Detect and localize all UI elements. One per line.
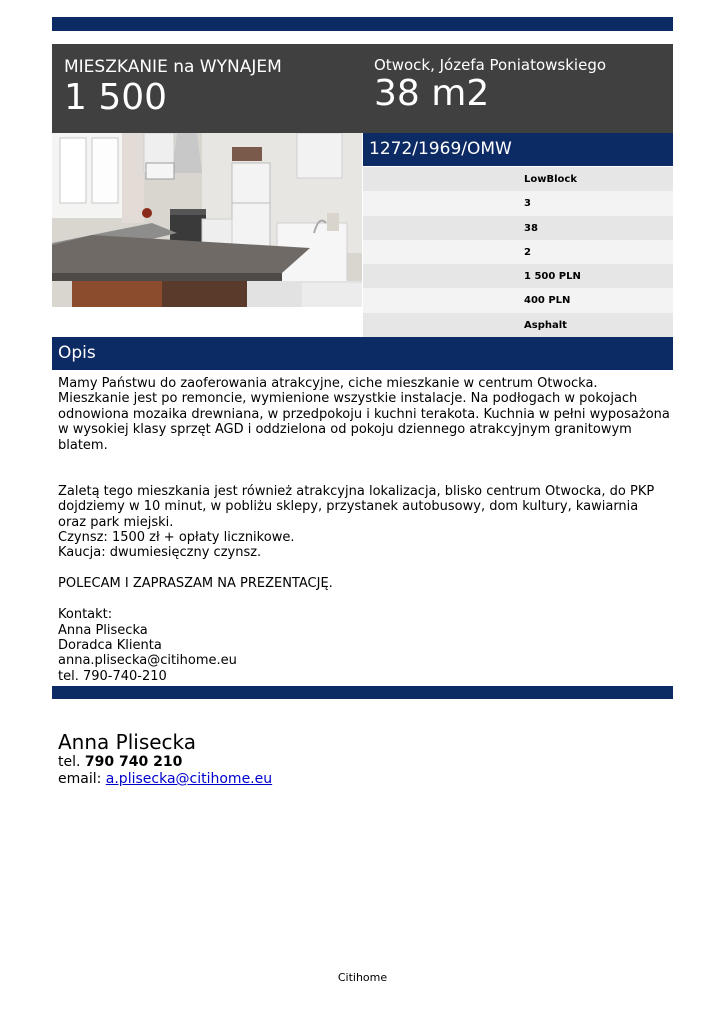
listing-params-table [363, 167, 673, 337]
agent-contact [58, 730, 272, 788]
param-row [363, 313, 673, 337]
param-value: 400 PLN [524, 295, 571, 307]
param-row [363, 264, 673, 288]
param-row [363, 288, 673, 312]
agent-email-label: email: [58, 771, 102, 787]
param-value: 2 [524, 246, 531, 258]
agent-phone-line [58, 754, 272, 771]
kitchen-photo [52, 133, 362, 307]
listing-reference: 1272/1969/OMW [363, 133, 673, 166]
description-heading: Opis [52, 337, 673, 370]
agent-phone: 790 740 210 [84, 754, 183, 770]
footer-brand: Citihome [337, 971, 388, 984]
agent-email-link[interactable]: a.plisecka@citihome.eu [105, 771, 273, 787]
agent-name: Anna Plisecka [58, 730, 197, 754]
param-row [363, 191, 673, 215]
param-row [363, 216, 673, 240]
listing-header [52, 44, 673, 133]
description-text: Mamy Państwu do zaoferowania atrakcyjne, ciche mieszkanie w centrum Otwocka. Mieszkanie jest po remoncie, wymienione wszystkie instalacje. Na podłogach w pokojach odnowiona mozaika drewniana, w przedpokoju i kuchni terakota. Kuchnia w pełni wyposażona w wysokiej klasy sprzęt AGD i oddzielona od pokoju dziennego atrakcyjnym granitowym blatem. Zaletą tego mieszkania jest również atrakcyjna lokalizacja, blisko centrum Otwocka, do PKP dojdziemy w 10 minut, w pobliżu sklepy, przystanek autobusowy, dom kultury, kawiarnia oraz park miejski. Czynsz: 1500 zł + opłaty licznikowe. Kaucja: dwumiesięczny czynsz. POLECAM I ZAPRASZAM NA PREZENTACJĘ. Kontakt: Anna Plisecka Doradca Klienta anna.plisecka@citihome.eu tel. 790-740-210 [58, 376, 670, 684]
agent-phone-label: tel. [58, 754, 81, 770]
bottom-divider-bar [52, 686, 673, 699]
location: Otwock, Józefa Poniatowskiego [374, 56, 607, 74]
param-value: Asphalt [524, 319, 567, 331]
param-row [363, 167, 673, 191]
param-value: 38 [524, 222, 538, 234]
param-value: LowBlock [524, 174, 577, 185]
area: 38 m2 [374, 73, 490, 114]
price: 1 500 [64, 77, 168, 118]
top-divider-bar [52, 17, 673, 31]
kitchen-photo-image [52, 133, 362, 307]
param-row [363, 240, 673, 264]
offer-type: MIESZKANIE na WYNAJEM [64, 57, 282, 77]
param-value: 3 [524, 198, 531, 210]
param-value: 1 500 PLN [524, 271, 581, 283]
agent-email-line [58, 771, 272, 788]
